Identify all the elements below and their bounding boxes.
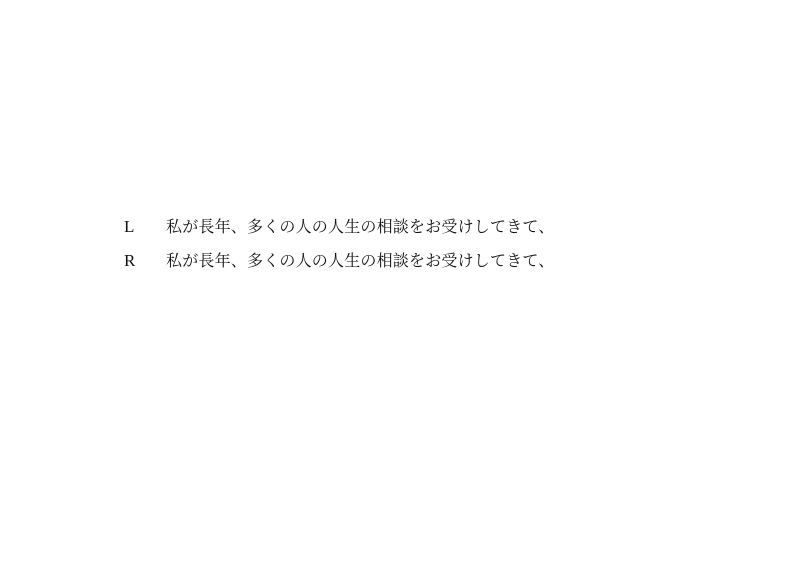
comparison-text-block <box>124 218 554 269</box>
line-label-l: L <box>124 217 135 236</box>
line-label-r: R <box>124 251 136 270</box>
line-text-l: 私が長年、多くの人の人生の相談をお受けしてきて、 <box>166 217 555 236</box>
line-text-r: 私が長年、多くの人の人生の相談をお受けしてきて、 <box>166 251 555 270</box>
text-line-r <box>124 252 554 269</box>
text-line-l <box>124 218 554 235</box>
